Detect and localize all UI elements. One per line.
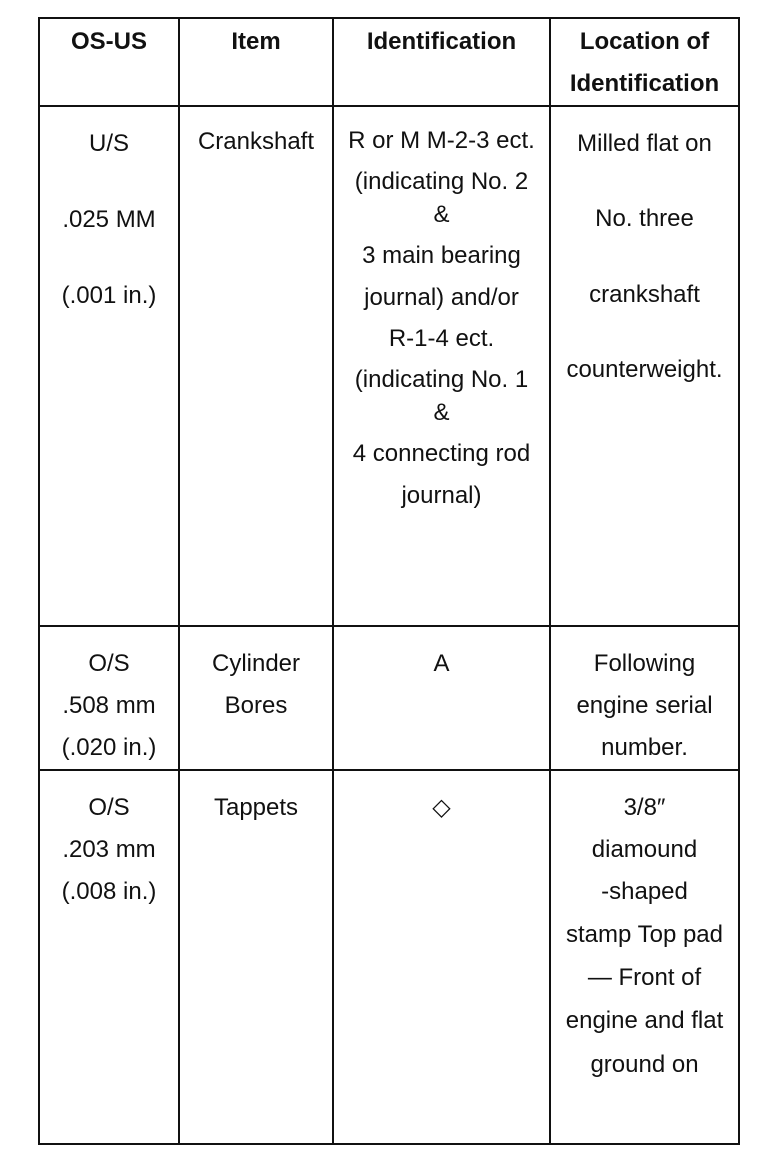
identification-line: (indicating No. 2 & — [354, 168, 529, 228]
location-line: number. — [601, 734, 688, 761]
header-location: Location of Identification — [550, 18, 739, 106]
cell-identification — [333, 626, 550, 770]
os-us-line: O/S — [88, 794, 130, 821]
identification-line: A — [433, 650, 450, 677]
location-line: crankshaft — [589, 280, 700, 308]
identification-line: journal) — [401, 481, 482, 509]
cell-item — [179, 770, 333, 1144]
cell-location — [550, 626, 739, 770]
location-line: -shaped — [601, 878, 688, 905]
cell-item — [179, 626, 333, 770]
header-identification: Identification — [333, 18, 550, 106]
diamond-icon: ◇ — [432, 794, 451, 821]
table-row — [39, 770, 739, 1144]
cell-os-us — [39, 770, 179, 1144]
os-us-line: .203 mm — [62, 836, 156, 863]
cell-identification — [333, 770, 550, 1144]
cell-item — [179, 106, 333, 626]
identification-line: R-1-4 ect. — [388, 324, 495, 352]
location-line: engine and flat — [565, 1007, 724, 1035]
identification-line: 3 main bearing — [362, 242, 521, 270]
os-us-line: (.001 in.) — [61, 281, 157, 309]
identification-line: (indicating No. 1 & — [354, 366, 529, 426]
item-line: Bores — [224, 692, 288, 719]
item-line: Crankshaft — [197, 128, 315, 155]
cell-os-us — [39, 626, 179, 770]
header-os-us: OS-US — [39, 18, 179, 106]
os-us-line: O/S — [88, 650, 130, 677]
location-line: counterweight. — [566, 356, 723, 384]
location-line: 3/8″ — [623, 794, 666, 821]
item-line: Tappets — [213, 794, 299, 821]
location-line: engine serial — [576, 692, 713, 719]
os-us-line: .508 mm — [62, 692, 156, 719]
cell-os-us — [39, 106, 179, 626]
location-line: Following — [593, 650, 696, 677]
table-row — [39, 626, 739, 770]
os-us-line: U/S — [88, 130, 129, 157]
location-line: No. three — [595, 205, 694, 233]
location-line: Milled flat on — [577, 130, 712, 157]
spec-table — [38, 17, 740, 1145]
item-line: Cylinder — [211, 650, 301, 677]
location-line: diamound — [591, 836, 698, 863]
location-line: stamp Top pad — [566, 921, 723, 948]
os-us-line: .025 MM — [62, 206, 156, 234]
header-item: Item — [179, 18, 333, 106]
identification-line: journal) and/or — [364, 283, 519, 311]
cell-location — [550, 106, 739, 626]
identification-line: 4 connecting rod — [352, 440, 531, 468]
cell-identification — [333, 106, 550, 626]
table-row — [39, 106, 739, 626]
location-line: — Front of — [587, 964, 702, 992]
os-us-line: (.020 in.) — [61, 734, 157, 761]
table-header-row — [39, 18, 739, 106]
identification-line: R or M M-2-3 ect. — [348, 127, 535, 154]
os-us-line: (.008 in.) — [61, 878, 157, 905]
cell-location — [550, 770, 739, 1144]
location-line: ground on — [590, 1050, 699, 1078]
